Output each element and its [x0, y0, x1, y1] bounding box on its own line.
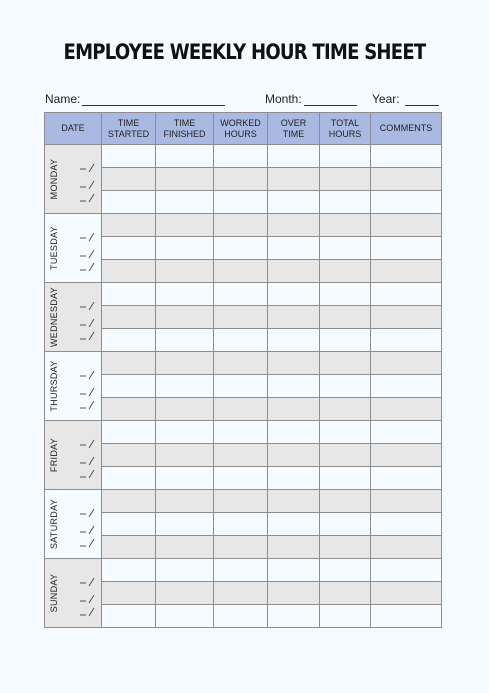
table-row	[45, 467, 442, 490]
entry-cell[interactable]	[102, 352, 156, 375]
table-row	[45, 352, 442, 375]
year-label: Year:	[372, 92, 400, 106]
table-row	[45, 398, 442, 421]
entry-cell[interactable]	[156, 467, 214, 490]
entry-cell[interactable]	[102, 513, 156, 536]
entry-cell[interactable]	[156, 490, 214, 513]
day-cell-sunday	[45, 559, 102, 628]
entry-cell[interactable]	[320, 306, 371, 329]
day-cell-tuesday	[45, 214, 102, 283]
entry-cell[interactable]	[268, 145, 320, 168]
entry-cell[interactable]	[320, 490, 371, 513]
entry-cell[interactable]	[156, 306, 214, 329]
entry-cell[interactable]	[320, 536, 371, 559]
entry-cell[interactable]	[102, 444, 156, 467]
entry-cell[interactable]	[371, 536, 442, 559]
entry-cell[interactable]	[268, 536, 320, 559]
page-title: EMPLOYEE WEEKLY HOUR TIME SHEET	[63, 40, 426, 64]
year-field[interactable]	[372, 92, 439, 106]
column-header-line2: FINISHED	[163, 128, 206, 139]
day-name-wrap	[49, 158, 59, 200]
day-name: SUNDAY	[49, 573, 59, 613]
entry-cell[interactable]	[214, 421, 268, 444]
entry-cell[interactable]	[102, 145, 156, 168]
table-row	[45, 536, 442, 559]
date-slash-icon[interactable]	[77, 293, 99, 341]
month-line[interactable]	[304, 93, 357, 106]
column-header	[45, 113, 102, 145]
date-slash-icon[interactable]	[77, 362, 99, 410]
entry-cell[interactable]	[268, 398, 320, 421]
entry-cell[interactable]	[320, 513, 371, 536]
column-header-line1: OVER	[280, 117, 307, 128]
entry-cell[interactable]	[214, 490, 268, 513]
column-header-line2: HOURS	[224, 128, 257, 139]
column-header-line2: TIME	[282, 128, 305, 139]
entry-cell[interactable]	[268, 582, 320, 605]
day-name-wrap	[49, 498, 59, 550]
table-row	[45, 605, 442, 628]
date-slash-icon[interactable]	[77, 569, 99, 617]
entry-cell[interactable]	[156, 352, 214, 375]
entry-cell[interactable]	[320, 214, 371, 237]
entry-cell[interactable]	[268, 421, 320, 444]
column-header-line1: COMMENTS	[379, 123, 433, 133]
entry-cell[interactable]	[102, 536, 156, 559]
entry-cell[interactable]	[320, 191, 371, 214]
entry-cell[interactable]	[268, 214, 320, 237]
entry-cell[interactable]	[268, 283, 320, 306]
entry-cell[interactable]	[214, 352, 268, 375]
day-name: MONDAY	[49, 158, 59, 200]
entry-cell[interactable]	[214, 605, 268, 628]
month-label: Month:	[265, 92, 302, 106]
entry-cell[interactable]	[371, 168, 442, 191]
table-row	[45, 260, 442, 283]
entry-cell[interactable]	[320, 421, 371, 444]
day-name-wrap	[49, 286, 59, 348]
table-row	[45, 145, 442, 168]
entry-cell[interactable]	[371, 352, 442, 375]
entry-cell[interactable]	[320, 352, 371, 375]
table-row	[45, 214, 442, 237]
entry-cell[interactable]	[371, 260, 442, 283]
column-header	[102, 113, 156, 145]
entry-cell[interactable]	[268, 168, 320, 191]
entry-cell[interactable]	[102, 398, 156, 421]
entry-cell[interactable]	[371, 605, 442, 628]
column-header-line1: TIME	[173, 117, 196, 128]
entry-cell[interactable]	[214, 467, 268, 490]
column-header-line1: TIME	[117, 117, 140, 128]
entry-cell[interactable]	[371, 145, 442, 168]
entry-cell[interactable]	[320, 145, 371, 168]
entry-cell[interactable]	[371, 582, 442, 605]
table-row	[45, 283, 442, 306]
entry-cell[interactable]	[268, 260, 320, 283]
entry-cell[interactable]	[268, 352, 320, 375]
entry-cell[interactable]	[102, 582, 156, 605]
day-name-wrap	[49, 437, 59, 473]
entry-cell[interactable]	[320, 329, 371, 352]
entry-cell[interactable]	[268, 513, 320, 536]
entry-cell[interactable]	[320, 398, 371, 421]
column-header	[214, 113, 268, 145]
entry-cell[interactable]	[268, 306, 320, 329]
entry-cell[interactable]	[156, 582, 214, 605]
day-cell-thursday	[45, 352, 102, 421]
table-row	[45, 306, 442, 329]
entry-cell[interactable]	[156, 214, 214, 237]
entry-cell[interactable]	[102, 421, 156, 444]
entry-cell[interactable]	[214, 260, 268, 283]
name-label: Name:	[45, 92, 81, 106]
entry-cell[interactable]	[371, 490, 442, 513]
column-header-line1: DATE	[61, 123, 85, 133]
column-header	[320, 113, 371, 145]
date-slash-icon[interactable]	[77, 431, 99, 479]
entry-cell[interactable]	[214, 306, 268, 329]
entry-cell[interactable]	[102, 191, 156, 214]
entry-cell[interactable]	[268, 444, 320, 467]
table-row	[45, 513, 442, 536]
entry-cell[interactable]	[156, 145, 214, 168]
entry-cell[interactable]	[102, 168, 156, 191]
entry-cell[interactable]	[102, 605, 156, 628]
entry-cell[interactable]	[156, 260, 214, 283]
entry-cell[interactable]	[156, 168, 214, 191]
day-name-wrap	[49, 573, 59, 613]
entry-cell[interactable]	[371, 421, 442, 444]
column-header	[371, 113, 442, 145]
entry-cell[interactable]	[156, 605, 214, 628]
entry-cell[interactable]	[371, 214, 442, 237]
entry-cell[interactable]	[214, 444, 268, 467]
year-line[interactable]	[405, 93, 439, 106]
date-slash-icon[interactable]	[77, 500, 99, 548]
entry-cell[interactable]	[268, 329, 320, 352]
entry-cell[interactable]	[156, 421, 214, 444]
entry-cell[interactable]	[371, 306, 442, 329]
table-row	[45, 237, 442, 260]
day-cell-wednesday	[45, 283, 102, 352]
entry-cell[interactable]	[320, 260, 371, 283]
entry-cell[interactable]	[268, 605, 320, 628]
table-row	[45, 421, 442, 444]
date-slash-icon[interactable]	[77, 224, 99, 272]
table-row	[45, 582, 442, 605]
table-row	[45, 329, 442, 352]
entry-cell[interactable]	[214, 398, 268, 421]
header-row	[45, 113, 442, 145]
day-name: THURSDAY	[49, 360, 59, 412]
column-header-line2: STARTED	[107, 128, 150, 139]
entry-cell[interactable]	[371, 444, 442, 467]
entry-cell[interactable]	[371, 375, 442, 398]
entry-cell[interactable]	[156, 513, 214, 536]
entry-cell[interactable]	[320, 582, 371, 605]
entry-cell[interactable]	[268, 490, 320, 513]
day-cell-friday	[45, 421, 102, 490]
entry-cell[interactable]	[320, 605, 371, 628]
entry-cell[interactable]	[102, 467, 156, 490]
column-header	[268, 113, 320, 145]
entry-cell[interactable]	[102, 329, 156, 352]
entry-cell[interactable]	[102, 283, 156, 306]
entry-cell[interactable]	[214, 168, 268, 191]
entry-cell[interactable]	[102, 237, 156, 260]
entry-cell[interactable]	[268, 375, 320, 398]
entry-cell[interactable]	[102, 306, 156, 329]
month-field[interactable]	[265, 92, 357, 106]
entry-cell[interactable]	[371, 467, 442, 490]
day-name-wrap	[49, 226, 59, 270]
entry-cell[interactable]	[214, 283, 268, 306]
day-cell-monday	[45, 145, 102, 214]
day-name: SATURDAY	[49, 498, 59, 550]
entry-cell[interactable]	[320, 467, 371, 490]
entry-cell[interactable]	[102, 260, 156, 283]
entry-cell[interactable]	[156, 283, 214, 306]
table-body	[45, 145, 442, 628]
column-header	[156, 113, 214, 145]
entry-cell[interactable]	[156, 375, 214, 398]
entry-cell[interactable]	[156, 559, 214, 582]
entry-cell[interactable]	[214, 214, 268, 237]
entry-cell[interactable]	[214, 375, 268, 398]
entry-cell[interactable]	[156, 237, 214, 260]
entry-cell[interactable]	[371, 513, 442, 536]
entry-cell[interactable]	[320, 444, 371, 467]
table-row	[45, 559, 442, 582]
entry-cell[interactable]	[102, 375, 156, 398]
entry-cell[interactable]	[102, 559, 156, 582]
table-row	[45, 490, 442, 513]
day-name-wrap	[49, 360, 59, 412]
entry-cell[interactable]	[371, 329, 442, 352]
entry-cell[interactable]	[320, 237, 371, 260]
entry-cell[interactable]	[371, 191, 442, 214]
entry-cell[interactable]	[156, 398, 214, 421]
day-cell-saturday	[45, 490, 102, 559]
table-row	[45, 375, 442, 398]
entry-cell[interactable]	[214, 329, 268, 352]
entry-cell[interactable]	[320, 168, 371, 191]
entry-cell[interactable]	[268, 559, 320, 582]
column-header-line1: TOTAL	[330, 117, 360, 128]
entry-cell[interactable]	[214, 191, 268, 214]
table-row	[45, 444, 442, 467]
entry-cell[interactable]	[102, 214, 156, 237]
day-name: FRIDAY	[49, 437, 59, 473]
entry-cell[interactable]	[268, 191, 320, 214]
timesheet-table	[44, 112, 442, 628]
entry-cell[interactable]	[320, 559, 371, 582]
entry-cell[interactable]	[214, 513, 268, 536]
day-name: TUESDAY	[49, 226, 59, 270]
table-row	[45, 168, 442, 191]
table-row	[45, 191, 442, 214]
entry-cell[interactable]	[156, 536, 214, 559]
entry-cell[interactable]	[268, 237, 320, 260]
entry-cell[interactable]	[371, 559, 442, 582]
day-name: WEDNESDAY	[49, 286, 59, 348]
entry-cell[interactable]	[214, 237, 268, 260]
entry-cell[interactable]	[156, 191, 214, 214]
date-slash-icon[interactable]	[77, 155, 99, 203]
entry-cell[interactable]	[371, 398, 442, 421]
entry-cell[interactable]	[371, 283, 442, 306]
entry-cell[interactable]	[156, 444, 214, 467]
entry-cell[interactable]	[102, 490, 156, 513]
name-line[interactable]	[82, 93, 225, 106]
column-header-line2: HOURS	[328, 128, 362, 139]
entry-cell[interactable]	[214, 536, 268, 559]
entry-cell[interactable]	[214, 559, 268, 582]
entry-cell[interactable]	[214, 582, 268, 605]
entry-cell[interactable]	[320, 375, 371, 398]
entry-cell[interactable]	[320, 283, 371, 306]
entry-cell[interactable]	[156, 329, 214, 352]
entry-cell[interactable]	[268, 467, 320, 490]
name-field[interactable]	[45, 92, 225, 106]
entry-cell[interactable]	[371, 237, 442, 260]
column-header-line1: WORKED	[220, 117, 261, 128]
entry-cell[interactable]	[214, 145, 268, 168]
